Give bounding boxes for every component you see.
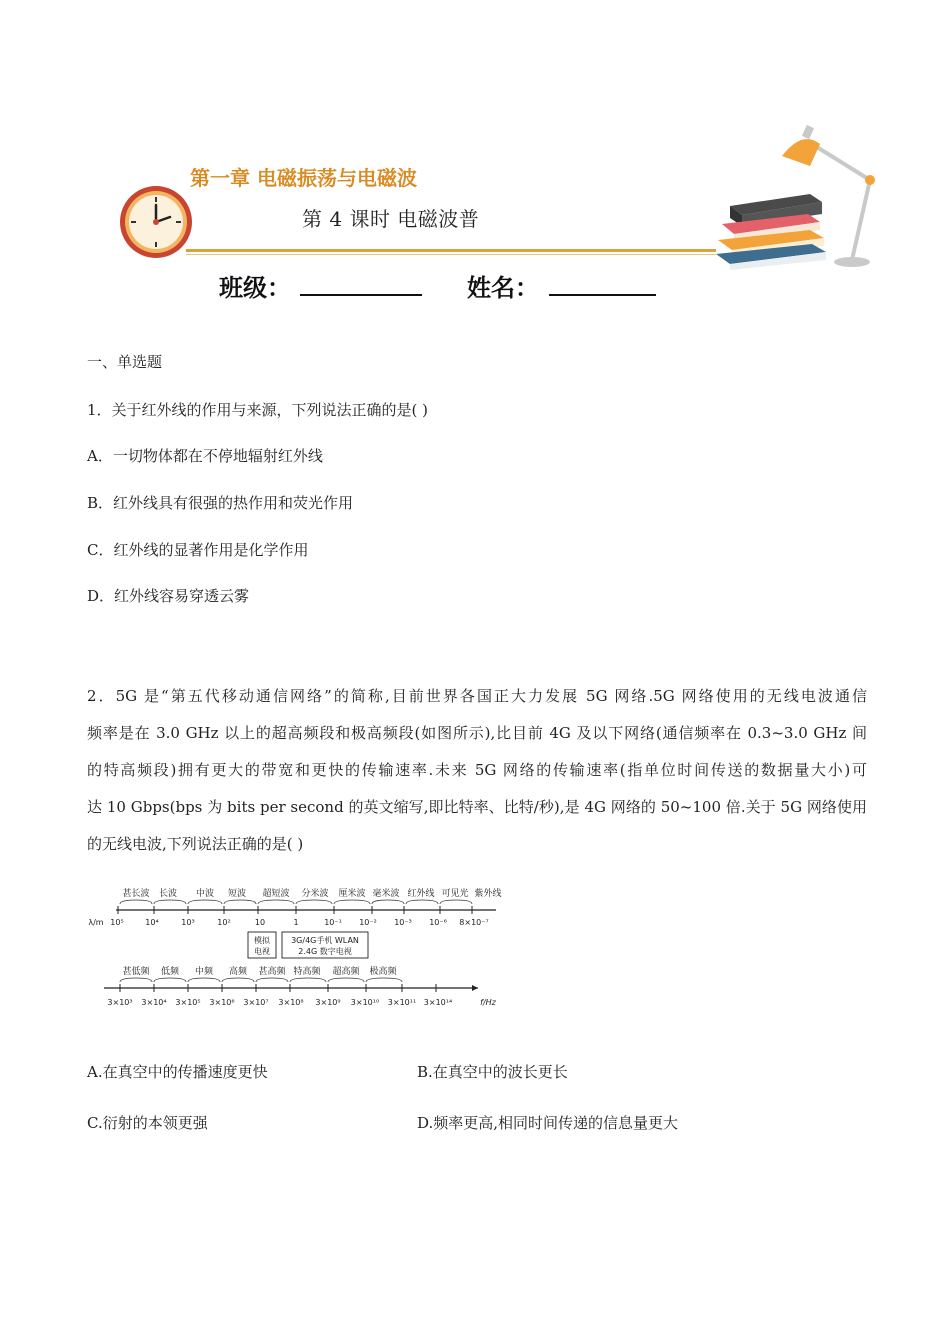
freq-band-label: 高频 bbox=[228, 967, 248, 977]
lambda-tick: 10² bbox=[217, 918, 231, 927]
section-heading: 一、单选题 bbox=[87, 353, 163, 371]
wave-band-label: 超短波 bbox=[262, 889, 290, 899]
freq-band-label: 甚低频 bbox=[122, 967, 150, 977]
freq-tick: 3×10¹⁴ bbox=[423, 998, 453, 1007]
lambda-tick: 10⁻² bbox=[359, 918, 377, 927]
q1-option-c[interactable]: C．红外线的显著作用是化学作用 bbox=[87, 541, 309, 559]
q2-line-4: 达 10 Gbps(bps 为 bits per second 的英文缩写,即比特率、比特/秒),是 4G 网络的 50~100 倍.关于 5G 网络使用 bbox=[87, 798, 867, 816]
name-label: 姓名： bbox=[467, 274, 539, 302]
freq-axis-label: f/Hz bbox=[480, 998, 496, 1007]
q1-option-a[interactable]: A．一切物体都在不停地辐射红外线 bbox=[87, 447, 323, 465]
mobile-text: 3G/4G手机 WLAN bbox=[291, 936, 359, 945]
mobile-text: 2.4G 数字电视 bbox=[298, 947, 352, 956]
wave-band-label: 长波 bbox=[158, 889, 178, 899]
q1-stem: 1．关于红外线的作用与来源，下列说法正确的是( ) bbox=[87, 401, 429, 419]
freq-band-label: 特高频 bbox=[293, 967, 321, 977]
chapter-title: 第一章 电磁振荡与电磁波 bbox=[190, 166, 417, 190]
q2-line-1: 2．5G 是“第五代移动通信网络”的简称,目前世界各国正大力发展 5G 网络.5G 网络使用的无线电波通信 bbox=[87, 687, 867, 705]
wave-band-label: 毫米波 bbox=[372, 889, 400, 899]
lambda-tick: 8×10⁻⁷ bbox=[459, 918, 489, 927]
wave-band-label: 可见光 bbox=[441, 889, 469, 899]
lambda-tick: 10⁻⁶ bbox=[429, 918, 447, 927]
wave-band-label: 厘米波 bbox=[338, 889, 366, 899]
freq-tick: 3×10¹¹ bbox=[387, 998, 417, 1007]
q1-option-b[interactable]: B．红外线具有很强的热作用和荧光作用 bbox=[87, 494, 354, 512]
lambda-tick: 1 bbox=[293, 918, 299, 927]
lambda-tick: 10³ bbox=[181, 918, 195, 927]
freq-band-label: 甚高频 bbox=[258, 967, 286, 977]
freq-band-label: 超高频 bbox=[332, 967, 360, 977]
lambda-tick: 10⁻¹ bbox=[324, 918, 342, 927]
spectrum-figure bbox=[86, 878, 506, 1012]
freq-band-label: 极高频 bbox=[369, 967, 397, 977]
q2-line-3: 的特高频段)拥有更大的带宽和更快的传输速率.未来 5G 网络的传输速率(指单位时间传送的数据量大小)可 bbox=[87, 761, 867, 779]
q2-option-b[interactable]: B.在真空中的波长更长 bbox=[417, 1063, 568, 1081]
lambda-tick: 10⁴ bbox=[145, 918, 159, 927]
freq-tick: 3×10⁴ bbox=[141, 998, 167, 1007]
freq-band-label: 低频 bbox=[160, 967, 180, 977]
q2-stem bbox=[87, 678, 867, 863]
freq-tick: 3×10⁶ bbox=[209, 998, 235, 1007]
freq-band-label: 中频 bbox=[194, 967, 214, 977]
class-input[interactable] bbox=[300, 294, 422, 296]
lesson-title: 第 4 课时 电磁波普 bbox=[302, 207, 480, 231]
freq-tick: 3×10⁷ bbox=[243, 998, 269, 1007]
wave-band-label: 紫外线 bbox=[474, 889, 502, 899]
freq-tick: 3×10⁵ bbox=[175, 998, 201, 1007]
wave-band-label: 中波 bbox=[195, 889, 215, 899]
q2-option-d[interactable]: D.频率更高,相同时间传递的信息量更大 bbox=[417, 1114, 679, 1132]
lambda-tick: 10⁻³ bbox=[394, 918, 412, 927]
wave-band-label: 短波 bbox=[227, 889, 247, 899]
wave-band-label: 甚长波 bbox=[122, 889, 150, 899]
analog-tv-text: 模拟 bbox=[254, 936, 270, 945]
wave-band-label: 分米波 bbox=[301, 889, 329, 899]
freq-tick: 3×10¹⁰ bbox=[350, 998, 380, 1007]
header-divider bbox=[186, 249, 716, 252]
q1-option-d[interactable]: D．红外线容易穿透云雾 bbox=[87, 587, 250, 605]
q2-option-a[interactable]: A.在真空中的传播速度更快 bbox=[87, 1063, 268, 1081]
q2-line-5: 的无线电波,下列说法正确的是( ) bbox=[87, 835, 304, 853]
analog-tv-text: 电视 bbox=[254, 947, 270, 956]
header-divider-thin bbox=[186, 254, 716, 255]
q2-option-c[interactable]: C.衍射的本领更强 bbox=[87, 1114, 208, 1132]
lambda-tick: 10⁵ bbox=[110, 918, 124, 927]
books-lamp-icon bbox=[712, 122, 880, 270]
lambda-tick: 10 bbox=[254, 918, 266, 927]
freq-tick: 3×10⁸ bbox=[278, 998, 304, 1007]
freq-tick: 3×10⁹ bbox=[315, 998, 341, 1007]
q2-line-2: 频率是在 3.0 GHz 以上的超高频段和极高频段(如图所示),比目前 4G 及以下网络(通信频率在 0.3~3.0 GHz 间 bbox=[87, 724, 867, 742]
class-label: 班级： bbox=[219, 274, 291, 302]
freq-tick: 3×10³ bbox=[107, 998, 133, 1007]
name-input[interactable] bbox=[549, 294, 656, 296]
lambda-axis-label: λ/m bbox=[88, 918, 104, 927]
wave-band-label: 红外线 bbox=[407, 889, 435, 899]
